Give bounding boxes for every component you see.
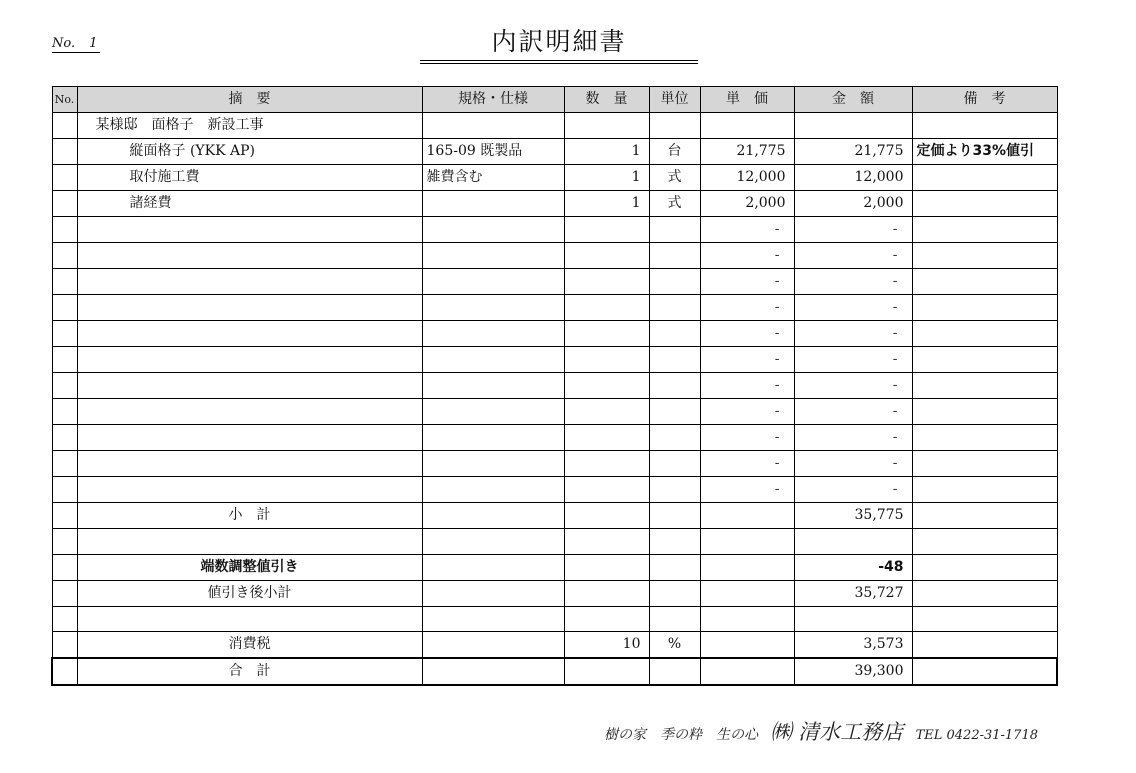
cell-unit-price: 21,775 xyxy=(700,139,794,165)
cell-quantity xyxy=(564,399,649,425)
cell-quantity xyxy=(564,269,649,295)
table-row xyxy=(52,243,1057,269)
cell-description xyxy=(77,295,422,321)
col-note: 備 考 xyxy=(912,87,1057,113)
cell-description xyxy=(77,425,422,451)
cell-unit-price: - xyxy=(700,451,794,477)
cell-amount: - xyxy=(794,295,912,321)
cell-unit xyxy=(649,217,700,243)
cell-amount: - xyxy=(794,347,912,373)
cell-unit-price xyxy=(700,113,794,139)
cell-unit: 式 xyxy=(649,165,700,191)
cell-note xyxy=(912,165,1057,191)
cell-no xyxy=(52,477,77,503)
cell-unit xyxy=(649,113,700,139)
table-row xyxy=(52,269,1057,295)
company-name: ㈱ 清水工務店 xyxy=(770,720,904,744)
cell-amount: - xyxy=(794,451,912,477)
cell-unit xyxy=(649,425,700,451)
cell-note xyxy=(912,321,1057,347)
company-motto: 樹の家 季の粋 生の心 xyxy=(603,727,758,743)
cell-unit-price: - xyxy=(700,399,794,425)
table-header-row xyxy=(52,87,1057,113)
cell-amount: 12,000 xyxy=(794,165,912,191)
cell-note xyxy=(912,295,1057,321)
table-row xyxy=(52,451,1057,477)
total-label: 合 計 xyxy=(77,658,422,685)
col-spec: 規格・仕様 xyxy=(422,87,564,113)
title-underline xyxy=(420,60,698,61)
cell-note xyxy=(912,425,1057,451)
col-description: 摘 要 xyxy=(77,87,422,113)
after-discount-row xyxy=(52,580,1057,606)
cell-unit xyxy=(649,243,700,269)
cell-unit-price: - xyxy=(700,243,794,269)
adjustment-row xyxy=(52,554,1057,580)
cell-description xyxy=(77,373,422,399)
cell-description xyxy=(77,451,422,477)
cell-quantity: 1 xyxy=(564,139,649,165)
cell-unit xyxy=(649,399,700,425)
cell-spec xyxy=(422,451,564,477)
after-discount-amount: 35,727 xyxy=(794,580,912,606)
cell-unit xyxy=(649,347,700,373)
cell-note xyxy=(912,243,1057,269)
title-underline-double xyxy=(420,63,698,64)
cell-description xyxy=(77,321,422,347)
cell-unit-price: - xyxy=(700,373,794,399)
table-row xyxy=(52,425,1057,451)
cell-note: 定価より33%値引 xyxy=(912,139,1057,165)
cell-description xyxy=(77,217,422,243)
tax-label: 消費税 xyxy=(77,632,422,659)
cell-spec xyxy=(422,191,564,217)
cell-quantity: 1 xyxy=(564,191,649,217)
cell-spec xyxy=(422,269,564,295)
cell-quantity xyxy=(564,425,649,451)
table-row xyxy=(52,139,1057,165)
cell-quantity xyxy=(564,243,649,269)
cell-spec xyxy=(422,399,564,425)
table-row xyxy=(52,217,1057,243)
subtotal-row xyxy=(52,503,1057,529)
page-number xyxy=(52,36,100,53)
cell-no xyxy=(52,113,77,139)
cell-quantity xyxy=(564,451,649,477)
cell-amount: - xyxy=(794,243,912,269)
cell-quantity xyxy=(564,217,649,243)
cell-spec xyxy=(422,347,564,373)
cell-note xyxy=(912,399,1057,425)
cell-note xyxy=(912,113,1057,139)
col-unit-price: 単 価 xyxy=(700,87,794,113)
cell-no xyxy=(52,295,77,321)
cell-unit: 台 xyxy=(649,139,700,165)
table-row xyxy=(52,295,1057,321)
cell-description xyxy=(77,347,422,373)
cell-spec: 165-09 既製品 xyxy=(422,139,564,165)
cell-no xyxy=(52,165,77,191)
cell-amount: - xyxy=(794,477,912,503)
detail-table xyxy=(51,86,1058,686)
cell-unit xyxy=(649,321,700,347)
cell-quantity xyxy=(564,321,649,347)
cell-unit-price: - xyxy=(700,321,794,347)
total-amount: 39,300 xyxy=(794,658,912,685)
company-phone: TEL 0422-31-1718 xyxy=(915,728,1038,743)
cell-unit xyxy=(649,451,700,477)
table-row xyxy=(52,113,1057,139)
cell-no xyxy=(52,321,77,347)
cell-no xyxy=(52,347,77,373)
cell-unit-price: - xyxy=(700,217,794,243)
cell-description: 縦面格子 (YKK AP) xyxy=(77,139,422,165)
blank-row xyxy=(52,529,1057,555)
cell-amount: - xyxy=(794,217,912,243)
cell-no xyxy=(52,373,77,399)
cell-note xyxy=(912,373,1057,399)
blank-row xyxy=(52,606,1057,632)
table-row xyxy=(52,321,1057,347)
cell-unit xyxy=(649,295,700,321)
cell-no xyxy=(52,217,77,243)
cell-description xyxy=(77,399,422,425)
table-row xyxy=(52,191,1057,217)
cell-quantity xyxy=(564,477,649,503)
cell-quantity xyxy=(564,347,649,373)
adjustment-label: 端数調整値引き xyxy=(77,554,422,580)
cell-note xyxy=(912,347,1057,373)
cell-amount: - xyxy=(794,321,912,347)
table-row xyxy=(52,347,1057,373)
cell-quantity: 1 xyxy=(564,165,649,191)
cell-amount: 21,775 xyxy=(794,139,912,165)
title-text: 内訳明細書 xyxy=(491,27,627,56)
table-row xyxy=(52,373,1057,399)
cell-note xyxy=(912,269,1057,295)
page-number-value: 1 xyxy=(89,36,98,51)
cell-no xyxy=(52,243,77,269)
cell-unit-price: - xyxy=(700,269,794,295)
adjustment-amount: -48 xyxy=(794,554,912,580)
cell-spec: 雑費含む xyxy=(422,165,564,191)
cell-no xyxy=(52,425,77,451)
cell-no xyxy=(52,451,77,477)
total-row xyxy=(52,658,1057,685)
document-title xyxy=(420,26,698,64)
cell-description: 某様邸 面格子 新設工事 xyxy=(77,113,422,139)
cell-description xyxy=(77,477,422,503)
cell-unit-price: - xyxy=(700,295,794,321)
cell-unit xyxy=(649,373,700,399)
cell-description: 取付施工費 xyxy=(77,165,422,191)
col-unit: 単位 xyxy=(649,87,700,113)
cell-spec xyxy=(422,321,564,347)
table-row xyxy=(52,477,1057,503)
table-row xyxy=(52,165,1057,191)
col-quantity: 数 量 xyxy=(564,87,649,113)
cell-unit-price: - xyxy=(700,425,794,451)
cell-spec xyxy=(422,373,564,399)
cell-amount: 2,000 xyxy=(794,191,912,217)
cell-description xyxy=(77,243,422,269)
cell-amount: - xyxy=(794,399,912,425)
cell-unit-price: - xyxy=(700,347,794,373)
cell-note xyxy=(912,191,1057,217)
tax-rate: 10 xyxy=(564,632,649,659)
cell-no xyxy=(52,191,77,217)
tax-amount: 3,573 xyxy=(794,632,912,659)
cell-spec xyxy=(422,425,564,451)
cell-description xyxy=(77,269,422,295)
page-number-label: No. xyxy=(52,36,76,51)
cell-spec xyxy=(422,243,564,269)
after-discount-label: 値引き後小計 xyxy=(77,580,422,606)
cell-quantity xyxy=(564,113,649,139)
cell-no xyxy=(52,139,77,165)
table-body xyxy=(52,113,1057,503)
subtotal-label: 小 計 xyxy=(77,503,422,529)
table-row xyxy=(52,399,1057,425)
subtotal-amount: 35,775 xyxy=(794,503,912,529)
cell-note xyxy=(912,451,1057,477)
summary-body xyxy=(52,503,1057,686)
cell-unit-price: 2,000 xyxy=(700,191,794,217)
cell-spec xyxy=(422,217,564,243)
cell-description: 諸経費 xyxy=(77,191,422,217)
cell-quantity xyxy=(564,295,649,321)
cell-unit: 式 xyxy=(649,191,700,217)
col-amount: 金 額 xyxy=(794,87,912,113)
cell-unit xyxy=(649,477,700,503)
cell-unit-price: 12,000 xyxy=(700,165,794,191)
cell-amount: - xyxy=(794,425,912,451)
cell-amount xyxy=(794,113,912,139)
cell-no xyxy=(52,399,77,425)
cell-unit-price: - xyxy=(700,477,794,503)
col-no: No. xyxy=(52,87,77,113)
cell-amount: - xyxy=(794,269,912,295)
cell-note xyxy=(912,217,1057,243)
cell-note xyxy=(912,477,1057,503)
cell-amount: - xyxy=(794,373,912,399)
cell-spec xyxy=(422,295,564,321)
cell-unit xyxy=(649,269,700,295)
cell-no xyxy=(52,269,77,295)
cell-quantity xyxy=(564,373,649,399)
tax-unit: % xyxy=(649,632,700,659)
cell-spec xyxy=(422,477,564,503)
cell-spec xyxy=(422,113,564,139)
tax-row xyxy=(52,632,1057,659)
company-footer xyxy=(604,716,1038,746)
